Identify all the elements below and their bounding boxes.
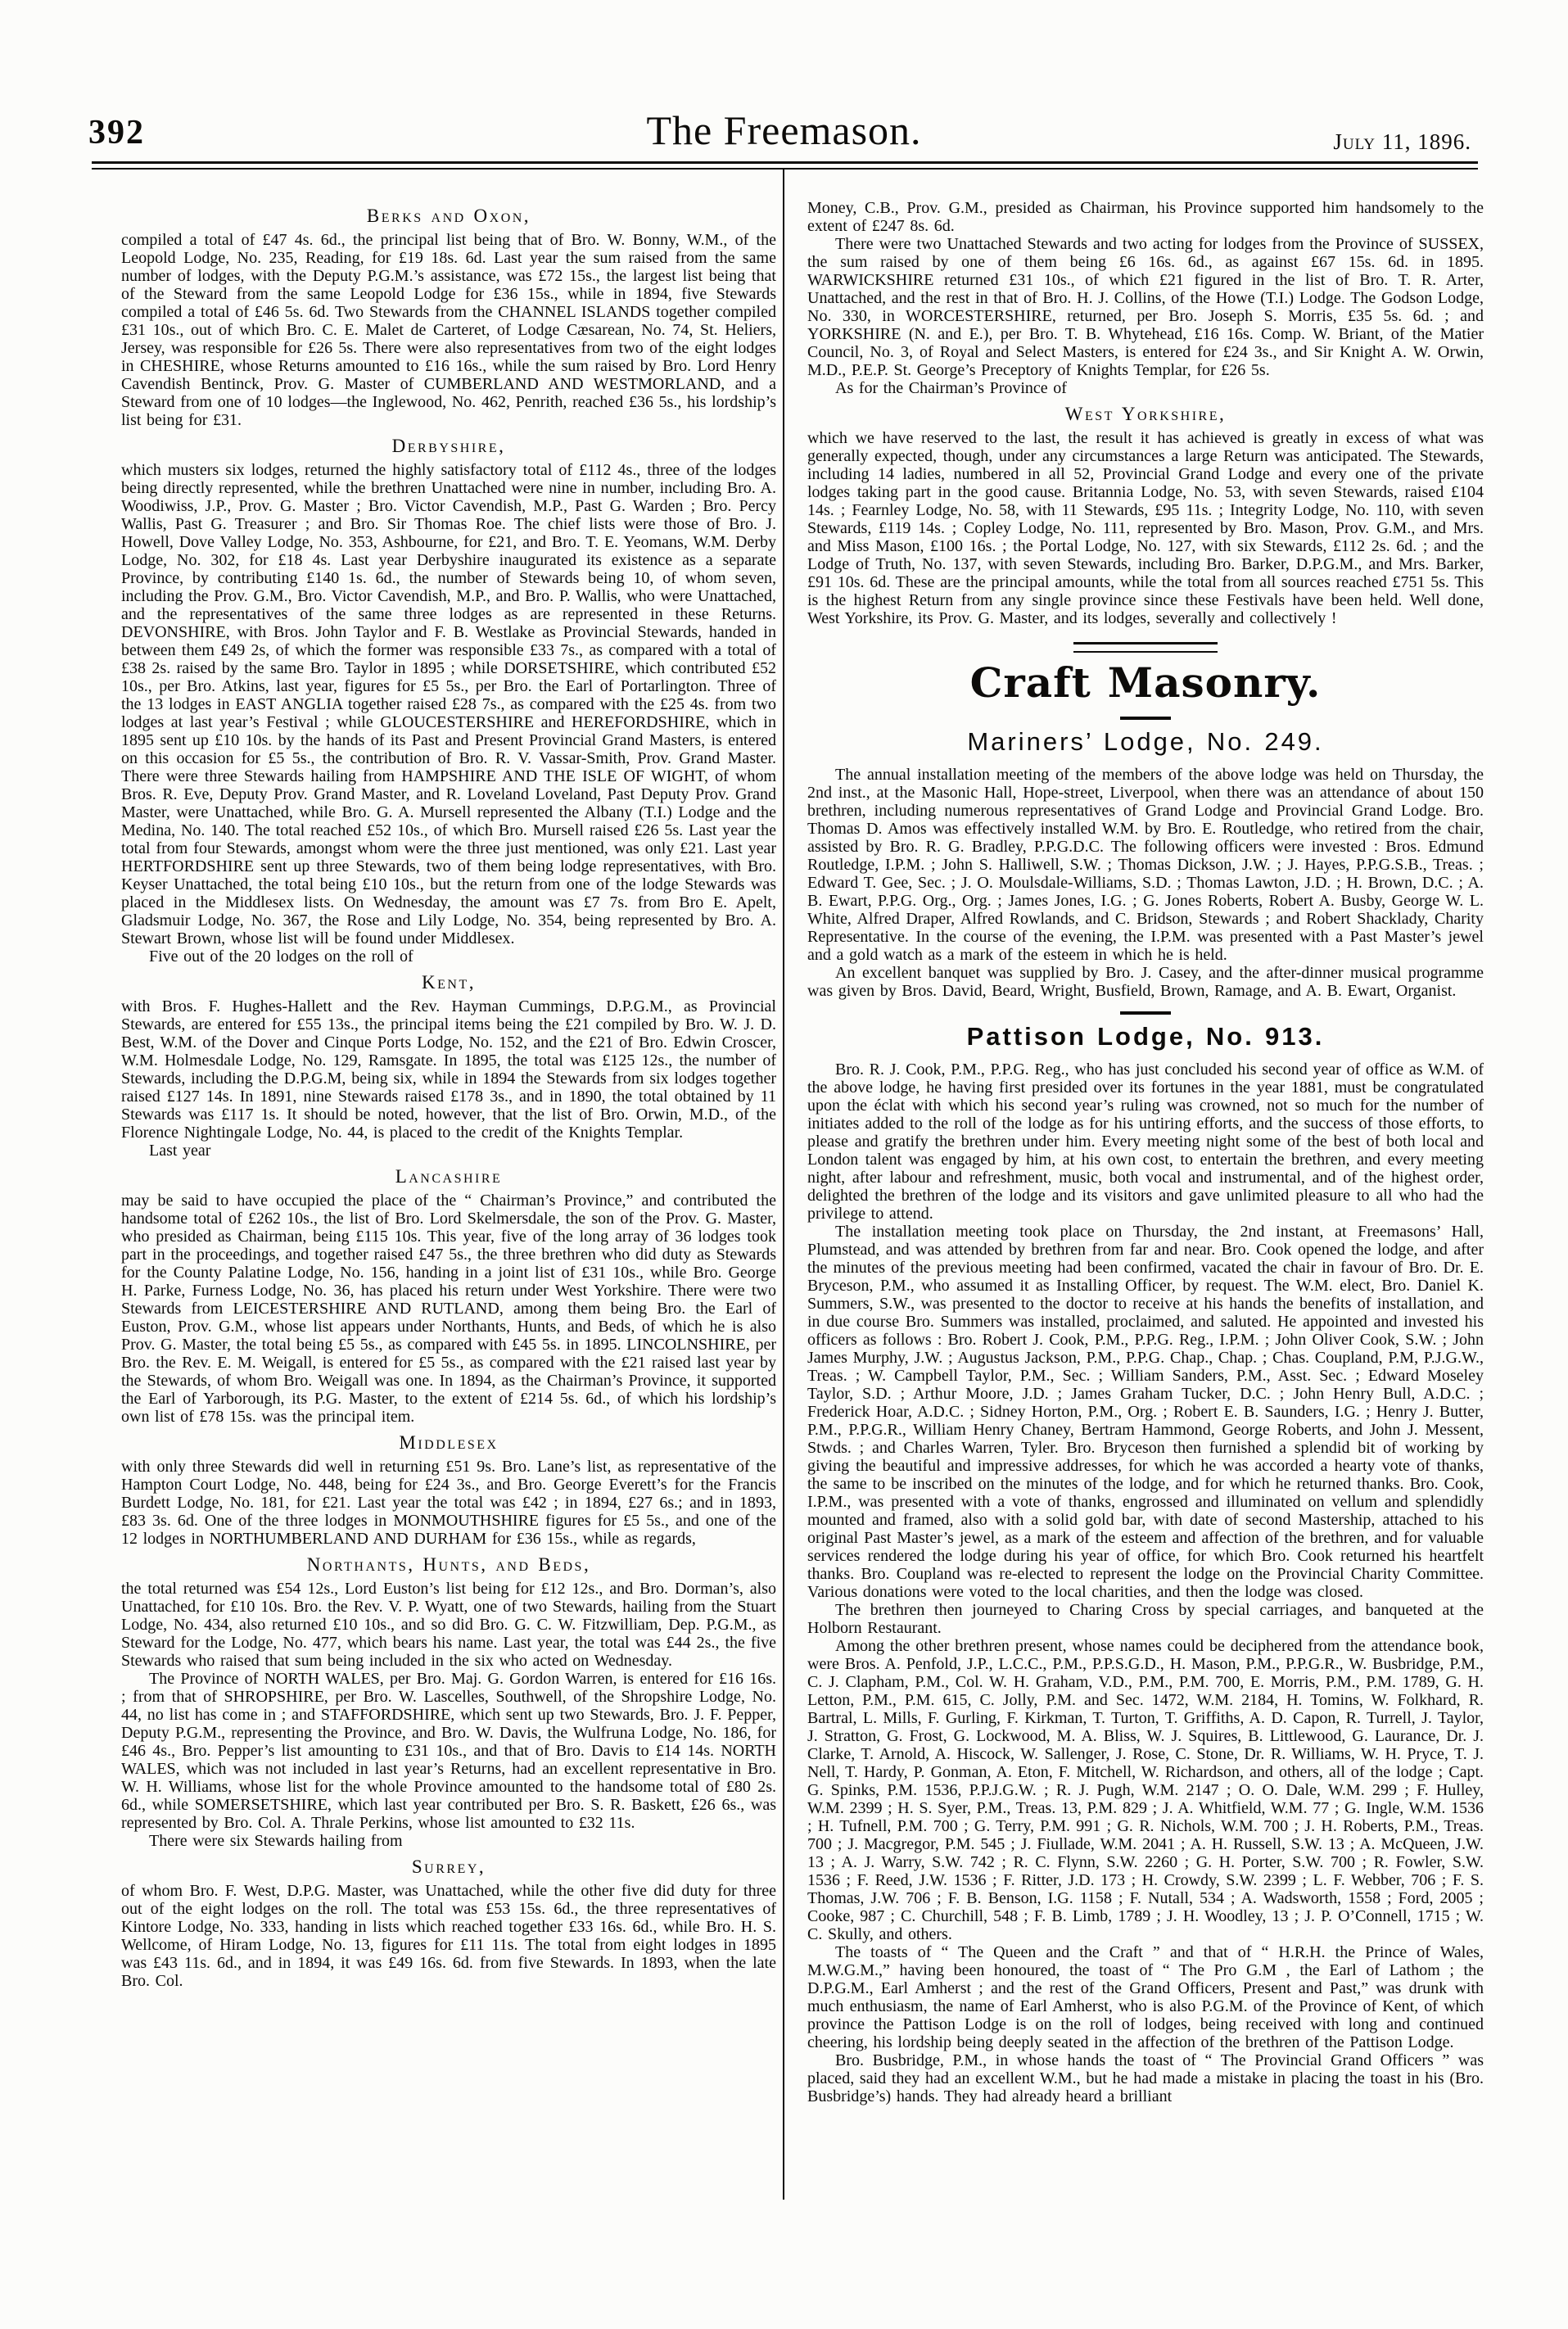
section-heading-kent: Kent, <box>422 972 476 993</box>
section-heading-lancashire: Lancashire <box>395 1166 503 1187</box>
newspaper-title: The Freemason. <box>646 107 922 153</box>
section-heading-surrey: Surrey, <box>411 1856 486 1877</box>
issue-date: July 11, 1896. <box>1333 129 1471 154</box>
left-column <box>121 199 776 1990</box>
paragraph-mariners-banquet: An excellent banquet was supplied by Bro. J. Casey, and the after-dinner musical programme was given by Bros. David, Beard, Wright, Busfield, Brown, Ramage, and A. B. Ewart, Organist. <box>807 964 1484 1000</box>
paragraph-surrey: of whom Bro. F. West, D.P.G. Master, was Unattached, while the other five did duty for three out of the eight lodges on the roll. The total was £53 15s. 6d., the three representatives of Kintore Lodge, No. 333, handing in lists which reached together £33 16s. 6d., while Bro. H. S. Wellcome, of Hiram Lodge, No. 13, figures for £11 11s. The total from eight lodges in 1895 was £43 11s. 6d., and in 1894, it was £49 16s. 6d. from five Stewards. In 1893, when the late Bro. Col. <box>121 1882 776 1990</box>
paragraph-pattison-toasts: The toasts of “ The Queen and the Craft ” and that of “ H.R.H. the Prince of Wales, M.W.G.M.,” having been honoured, the toast of “ The Pro G.M , the Earl of Lathom ; the D.P.G.M., Earl Amherst ; and the rest of the Grand Officers, Present and Past,” was drunk with much enthusiasm, the name of Earl Amherst, who is also P.G.M. of the Province of Kent, of which province the Pattison Lodge is on the roll of lodges, being received with long and continued cheering, his lordship being deeply seated in the affection of the brethren of the Pattison Lodge. <box>807 1943 1484 2051</box>
paragraph-northants-hunts-beds: the total returned was £54 12s., Lord Euston’s list being for £12 12s., and Bro. Dorman’s, also Unattached, for £10 10s. Bro. the Rev. V. P. Wyatt, one of two Stewards, hailing from the Stuart Lodge, No. 434, also returned £10 10s., and so did Bro. G. C. W. Fitzwilliam, Dep. P.G.M., as Steward for the Lodge, No. 477, which bears his name. Last year, the total was £44 2s., the five Stewards who raised that sum being included in the six who acted on Wednesday. <box>121 1580 776 1670</box>
paragraph-pattison-attendance: Among the other brethren present, whose names could be deciphered from the attendance book, were Bros. A. Penfold, J.P., L.C.C., P.M., P.P.S.G.D., H. Mason, P.M., P.P.G.R., W. Busbridge, P.M., C. J. Clapham, P.M., Col. W. H. Graham, V.D., P.M., P.M. 700, E. Morris, P.M., P.M. 1789, G. H. Letton, P.M., P.M. 615, C. Jolly, P.M. and Sec. 1472, W.M. 2184, H. Tomins, W. Folkhard, R. Bartral, L. Mills, F. Gurling, F. Kirkman, T. Turton, T. Griffiths, A. D. Capon, R. Turrell, J. Taylor, J. Stratton, G. Frost, G. Lockwood, M. A. Bliss, W. J. Squires, B. Littlewood, G. Laurance, Dr. J. Clarke, T. Arnold, A. Hiscock, W. Sallenger, J. Rose, C. Stone, Dr. R. Williams, W. H. Pryce, T. J. Nell, T. Hardy, P. Gonman, A. Eton, F. Mitchell, W. Richardson, and others, all of the lodge ; Capt. G. Spinks, P.M. 1536, P.P.J.G.W. ; R. J. Pugh, W.M. 2147 ; O. O. Dale, W.M. 299 ; F. Hulley, W.M. 2399 ; H. S. Syer, P.M., Treas. 13, P.M. 829 ; J. A. Whitfield, W.M. 77 ; G. Ingle, W.M. 1536 ; H. Tufnell, P.M. 700 ; G. Terry, P.M. 991 ; G. R. Nichols, W.M. 700 ; J. H. Roberts, P.M., Treas. 700 ; J. Macgregor, P.M. 545 ; J. Fiullade, W.M. 2041 ; A. H. Russell, S.W. 13 ; A. McQueen, J.W. 13 ; A. J. Warry, S.W. 742 ; R. C. Flynn, S.W. 2260 ; G. H. Porter, S.W. 700 ; R. Fowler, S.W. 1536 ; F. Reed, J.W. 1536 ; F. Ritter, J.D. 173 ; H. Crowdy, S.W. 2399 ; L. F. Webber, 706 ; F. S. Thomas, J.W. 706 ; F. B. Benson, I.G. 1158 ; F. Nutall, 534 ; A. Wadsworth, 1558 ; Ford, 2005 ; Cooke, 987 ; C. Churchill, 548 ; F. B. Limb, 1789 ; J. H. Woodley, 13 ; J. P. O’Connell, 1715 ; W. C. Skully, and others. <box>807 1637 1484 1943</box>
column-divider-rule <box>783 169 784 2200</box>
paragraph-as-for-chairman: As for the Chairman’s Province of <box>835 379 1067 397</box>
paragraph-six-stewards: There were six Stewards hailing from <box>149 1832 403 1850</box>
paragraph-kent: with Bros. F. Hughes-Hallett and the Rev. Hayman Cummings, D.P.G.M., as Provincial Stewards, are entered for £55 13s., the principal items being the £21 compiled by Bro. W. J. D. Best, W.M. of the Dover and Cinque Ports Lodge, No. 152, and the £21 of Bro. Edwin Croscer, W.M. Holmesdale Lodge, No. 129, Ramsgate. In 1895, the total was £125 12s., the number of Stewards, including the D.P.G.M, being six, while in 1894 the Stewards from six lodges together raised £127 14s. In 1891, nine Stewards raised £178 3s., and in 1890, the total obtained by 11 Stewards was £117 1s. It should be noted, however, that the list of Bro. Orwin, M.D., of the Florence Nightingale Lodge, No. 44, is placed to the credit of the Knights Templar. <box>121 997 776 1142</box>
page-number: 392 <box>88 114 145 151</box>
paragraph-north-wales-shropshire-staffordshire: The Province of NORTH WALES, per Bro. Maj. G. Gordon Warren, is entered for £16 16s. ; from that of SHROPSHIRE, per Bro. W. Lascelles, Southwell, of the Shropshire Lodge, No. 44, no list has come in ; and STAFFORDSHIRE, which sent up two Stewards, Bro. J. F. Pepper, Deputy P.G.M., representing the Province, and Bro. W. Davis, the Wulfruna Lodge, No. 186, for £46 4s., Bro. Pepper’s list amounting to £31 10s., and that of Bro. Davis to £14 14s. NORTH WALES, which was not included in last year’s Returns, had an excellent representative in Bro. W. H. Williams, whose list for the whole Province amounted to the handsome total of £80 2s. 6d., while SOMERSETSHIRE, which last year contributed per Bro. S. R. Baskett, £26 6s., was represented by Bro. Col. A. Thrale Perkins, whose list amounted to £32 11s. <box>121 1670 776 1832</box>
paragraph-mariners-installation: The annual installation meeting of the members of the above lodge was held on Thursday, the 2nd inst., at the Masonic Hall, Hope-street, Liverpool, when there was an attendance of about 150 brethren, including numerous representatives of Grand Lodge and Provincial Grand Lodge. Bro. Thomas D. Amos was effectively installed W.M. by Bro. E. Routledge, who retired from the chair, assisted by Bro. R. G. Bradley, P.P.G.D.C. The following officers were invested : Bros. Edmund Routledge, I.P.M. ; John S. Halliwell, S.W. ; Thomas Dickson, J.W. ; J. Hayes, P.P.G.S.B., Treas. ; Edward T. Gee, Sec. ; J. O. Moulsdale-Williams, S.D. ; Thomas Lawton, J.D. ; H. Brown, D.C. ; A. B. Ewart, P.P.G. Org., Org. ; James Jones, I.G. ; G. Jones Roberts, Robert A. Busby, George W. L. White, Alfred Draper, Alfred Rowlands, and C. Bridson, Stewards ; and Robert Shacklady, Charity Representative. In the course of the evening, the I.P.M. was presented with a Past Master’s jewel and a gold watch as a mark of the esteem in which he is held. <box>807 766 1484 964</box>
ornament-double-rule <box>1073 642 1218 653</box>
paragraph-lancashire: may be said to have occupied the place of the “ Chairman’s Province,” and contributed the handsome total of £262 10s., the list of Bro. Lord Skelmersdale, the son of the Prov. G. Master, who presided as Chairman, being £115 10s. This year, five of the long array of 36 lodges took part in the proceedings, and together raised £47 5s., the three brethren who did duty as Stewards for the County Palatine Lodge, No. 156, handing in a joint list of £31 10s., while Bro. George H. Parke, Furness Lodge, No. 36, has placed his return under West Yorkshire. There were two Stewards from LEICESTERSHIRE AND RUTLAND, among them being Bro. the Earl of Euston, Prov. G.M., whose list appears under Northants, Hunts, and Beds, of which he is also Prov. G. Master, the total being £5 5s., as compared with £45 5s. in 1895. LINCOLNSHIRE, per Bro. the Rev. E. M. Weigall, is entered for £5 5s., as compared with the £21 raised last year by the Stewards, of whom Bro. Weigall was one. In 1894, as the Chairman’s Province, it supported the Earl of Yarborough, its P.G. Master, to the extent of £214 5s. 6d., of which his lordship’s own list of £78 15s. was the principal item. <box>121 1192 776 1426</box>
ornament-short-rule <box>1120 717 1171 720</box>
paragraph-derbyshire: which musters six lodges, returned the highly satisfactory total of £112 4s., three of the lodges being directly represented, while the brethren Unattached were nine in number, including Bro. A. Woodiwiss, J.P., Prov. G. Master ; Bro. Victor Cavendish, M.P., Past G. Warden ; Bro. Percy Wallis, Past G. Treasurer ; and Bro. Sir Thomas Roe. The chief lists were those of Bro. J. Howell, Dove Valley Lodge, No. 353, Ashbourne, for £21, and Bro. T. E. Yeomans, W.M. Derby Lodge, No. 302, for £18 4s. Last year Derbyshire inaugurated its existence as a separate Province, by contributing £140 1s. 6d., the number of Stewards being 10, of whom seven, including the Prov. G.M., Bro. Victor Cavendish, M.P., and Bro. P. Wallis, who were Unattached, and the representatives of the same three lodges as are represented in these Returns. DEVONSHIRE, with Bros. John Taylor and F. B. Westlake as Provincial Stewards, handed in between them £49 2s, of which the former was responsible £33 7s., as compared with a total of £38 2s. raised by the same Bro. Taylor in 1895 ; while DORSETSHIRE, which contributed £52 10s., per Bro. Atkins, last year, figures for £5 5s., per Bro. the Earl of Portarlington. Three of the 13 lodges in EAST ANGLIA together raised £28 7s., as compared with the £25 4s. from two lodges at last year’s Festival ; while GLOUCESTERSHIRE and HEREFORDSHIRE, which in 1895 sent up £10 10s. by the hands of its Past and Present Provincial Grand Masters, is entered on this occasion for £5 5s., the contribution of Bro. R. V. Vassar-Smith, Prov. Grand Master. There were three Stewards hailing from HAMPSHIRE AND THE ISLE OF WIGHT, of whom Bros. R. Eve, Deputy Prov. Grand Master, and R. Loveland Loveland, Past Deputy Prov. Grand Master, were Unattached, while Bro. G. A. Mursell represented the Albany (T.I.) Lodge and the Medina, No. 140. The total reached £52 10s., of which Bro. Mursell raised £26 5s. Last year the total from four Stewards, amongst whom were the three just mentioned, was only £21. Last year HERTFORDSHIRE sent up three Stewards, two of them being lodge representatives, with Bro. Keyser Unattached, the total being £10 10s., but the return from one of the lodge Stewards was placed in the Middlesex lists. On Wednesday, the amount was £7 7s. from Bro E. Apelt, Gladsmuir Lodge, No. 367, the Rose and Lily Lodge, No. 354, being represented by Bro. A. Stewart Brown, whose list will be found under Middlesex. <box>121 461 776 947</box>
paragraph-middlesex: with only three Stewards did well in returning £51 9s. Bro. Lane’s list, as representative of the Hampton Court Lodge, No. 448, being for £24 3s., and Bro. George Everett’s for the Francis Burdett Lodge, No. 181, for £21. Last year the total was £42 ; in 1894, £27 6s.; and in 1893, £83 3s. 6d. One of the three lodges in MONMOUTHSHIRE figures for £5 5s., and one of the 12 lodges in NORTHUMBERLAND AND DURHAM for £36 15s., while as regards, <box>121 1458 776 1548</box>
section-heading-west-yorkshire: West Yorkshire, <box>1064 404 1227 424</box>
section-heading-northants-hunts-beds: Northants, Hunts, and Beds, <box>306 1554 591 1575</box>
section-heading-berks-and-oxon: Berks and Oxon, <box>366 206 531 226</box>
paragraph-pattison-charing-cross: The brethren then journeyed to Charing Cross by special carriages, and banqueted at the Holborn Restaurant. <box>807 1601 1484 1637</box>
paragraph-money-chairman: Money, C.B., Prov. G.M., presided as Chairman, his Province supported him handsomely to the extent of £247 8s. 6d. <box>807 199 1484 235</box>
paragraph-pattison-intro: Bro. R. J. Cook, P.M., P.P.G. Reg., who has just concluded his second year of office as W.M. of the above lodge, he having first presided over its fortunes in the year 1881, must be congratulated upon the éclat with which his second year’s ruling was crowned, not so much for the number of initiates added to the roll of the lodge as for his untiring efforts, and the success of those efforts, to please and gratify the brethren under him. Every meeting night some of the best of both local and London talent was engaged by him, at his own cost, to entertain the brethren, and every meeting night, after labour and refreshment, music, both vocal and instrumental, and of the highest order, delighted the brethren of the lodge and its visitors and gave unlimited pleasure to all who had the privilege to attend. <box>807 1060 1484 1223</box>
section-heading-middlesex: Middlesex <box>399 1432 499 1453</box>
masthead-craft-masonry: Craft Masonry. <box>969 658 1322 707</box>
header-double-rule <box>92 161 1478 170</box>
paragraph-berks-and-oxon: compiled a total of £47 4s. 6d., the principal list being that of Bro. W. Bonny, W.M., of the Leopold Lodge, No. 235, Reading, for £19 18s. 6d. Last year the sum raised from the same number of lodges, with the Deputy P.G.M.’s assistance, was £72 15s., the largest list being that of the Steward from the same Leopold Lodge for £36 15s., while in 1894, five Stewards compiled a total of £46 5s. 6d. Two Stewards from the CHANNEL ISLANDS together compiled £31 10s., out of which Bro. C. E. Malet de Carteret, of Lodge Cæsarean, No. 74, St. Heliers, Jersey, was responsible for £26 5s. There were also representatives from two of the eight lodges in CHESHIRE, whose Returns amounted to £16 16s., while the sum raised by Bro. Lord Henry Cavendish Bentinck, Prov. G. Master of CUMBERLAND AND WESTMORLAND, and a Steward from one of 10 lodges—the Inglewood, No. 462, Penrith, reached £36 5s., his lordship’s list being for £31. <box>121 231 776 429</box>
title-mariners-lodge: Mariners’ Lodge, No. 249. <box>967 727 1324 756</box>
paragraph-west-yorkshire: which we have reserved to the last, the result it has achieved is greatly in excess of what was generally expected, though, under any circumstances a large Return was anticipated. The Stewards, including 14 ladies, numbered in all 52, Provincial Grand Lodge and every one of the private lodges taking part in the good cause. Britannia Lodge, No. 53, with seven Stewards, raised £104 14s. ; Fearnley Lodge, No. 58, with 11 Stewards, £95 11s. ; Integrity Lodge, No. 110, with seven Stewards, £119 14s. ; Copley Lodge, No. 111, represented by Bro. Mason, Prov. G.M., and Mrs. and Miss Mason, £100 16s. ; the Portal Lodge, No. 127, with six Stewards, £112 2s. 6d. ; and the Lodge of Truth, No. 137, with seven Stewards, including Bro. Barker, D.P.G.M., and Mrs. Barker, £91 10s. 6d. These are the principal amounts, while the total from all sources reached £751 5s. This is the highest Return from any single province since these Festivals have been held. Well done, West Yorkshire, its Prov. G. Master, and its lodges, severally and collectively ! <box>807 429 1484 627</box>
paragraph-five-out-of-twenty: Five out of the 20 lodges on the roll of <box>149 947 413 966</box>
section-heading-derbyshire: Derbyshire, <box>391 436 506 456</box>
ornament-short-rule-2 <box>1120 1011 1171 1015</box>
paragraph-last-year: Last year <box>149 1142 211 1160</box>
paragraph-pattison-installation: The installation meeting took place on Thursday, the 2nd instant, at Freemasons’ Hall, Plumstead, and was attended by brethren from far and near. Bro. Cook opened the lodge, and after the minutes of the previous meeting had been confirmed, vacated the chair in favour of Bro. Dr. E. Bryceson, P.M., who assumed it as Installing Officer, by request. The W.M. elect, Bro. Daniel K. Summers, S.W., was presented to the doctor to receive at his hands the benefits of installation, and in due course Bro. Summers was installed, proclaimed, and saluted. He appointed and invested his officers as follows : Bro. Robert J. Cook, P.M., P.P.G. Reg., I.P.M. ; John Oliver Cook, S.W. ; John James Murphy, J.W. ; Augustus Jackson, P.M., P.P.G. Chap., Chap. ; Chas. Coupland, P.M, P.J.G.W., Treas. ; W. Campbell Taylor, P.M., Sec. ; William Sanders, P.M., Asst. Sec. ; Edward Moseley Taylor, S.D. ; Arthur Moore, J.D. ; James Graham Tucker, D.C. ; John Henry Bull, A.D.C. ; Frederick Hoar, A.D.C. ; Sidney Horton, P.M., Org. ; Robert E. B. Saunders, I.G. ; Henry J. Butter, P.M., P.P.G.R., William Henry Chaney, Bertram Hammond, George Roberts, and John J. Messent, Stwds. ; and Charles Warren, Tyler. Bro. Bryceson then furnished a splendid bit of working by giving the beautiful and impressive addresses, for which he was accorded a hearty vote of thanks, the same to be inscribed on the minutes of the lodge, and for which he returned thanks. Bro. Cook, I.P.M., was presented with a vote of thanks, engrossed and illuminated on vellum and splendidly mounted and framed, also with a solid gold bar, with date of second Mastership, attached to his original Past Master’s jewel, as a mark of the esteem and affection of the brethren, and for valuable services rendered the lodge during his year of office, for which Bro. Cook returned his heartfelt thanks. Bro. Coupland was re-elected to represent the lodge on the Provincial Charity Committee. Various donations were voted to the local charities, and then the lodge was closed. <box>807 1223 1484 1601</box>
title-pattison-lodge: Pattison Lodge, No. 913. <box>966 1022 1325 1051</box>
right-column <box>807 199 1484 2105</box>
paragraph-sussex-warwickshire-worcestershire: There were two Unattached Stewards and two acting for lodges from the Province of SUSSEX, the sum raised by one of them being £6 16s. 6d., as against £67 15s. 6d. in 1895. WARWICKSHIRE returned £31 10s., of which £21 figured in the list of Bro. T. R. Arter, Unattached, and the rest in that of Bro. H. J. Collins, of the Howe (T.I.) Lodge. The Godson Lodge, No. 330, in WORCESTERSHIRE, returned, per Bro. Joseph S. Morris, £35 5s. 6d. ; and YORKSHIRE (N. and E.), per Bro. T. B. Whytehead, £16 16s. Comp. W. Briant, of the Matier Council, No. 3, of Royal and Select Masters, is entered for £24 3s., and Sir Knight A. W. Orwin, M.D., P.E.P. St. George’s Preceptory of Knights Templar, for £26 5s. <box>807 235 1484 379</box>
paragraph-pattison-busbridge: Bro. Busbridge, P.M., in whose hands the toast of “ The Provincial Grand Officers ” was placed, said they had an excellent W.M., but he had made a mistake in placing the toast in his (Bro. Busbridge’s) hands. They had already heard a brilliant <box>807 2051 1484 2105</box>
